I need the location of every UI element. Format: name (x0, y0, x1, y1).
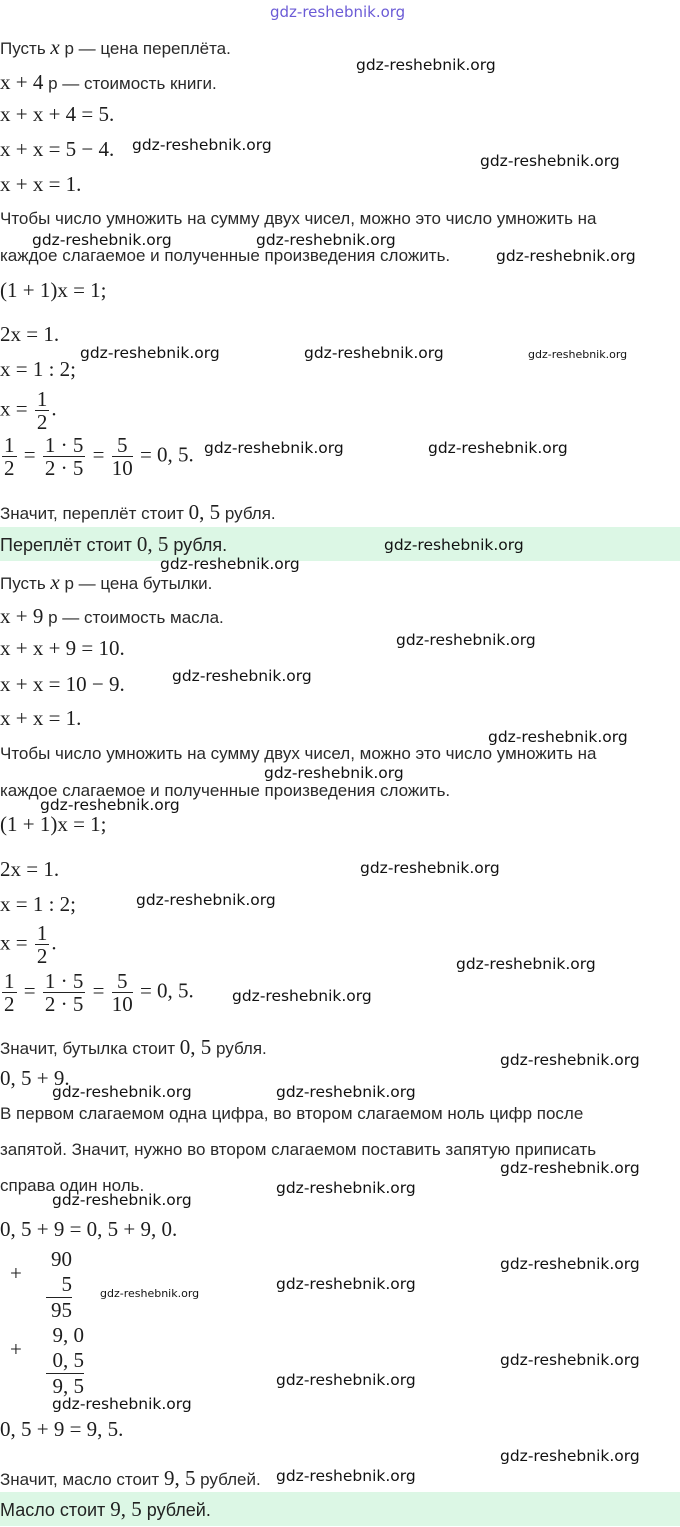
numerator: 1 · 5 (44, 433, 84, 457)
denominator: 2 · 5 (44, 456, 84, 480)
text: рубля. (220, 504, 276, 523)
text: Значит, масло стоит (0, 1470, 164, 1489)
watermark: gdz-reshebnik.org (384, 536, 524, 554)
conclusion (0, 1035, 267, 1059)
fraction (43, 970, 86, 1015)
watermark: gdz-reshebnik.org (500, 1051, 640, 1069)
sum: 95 (51, 1298, 72, 1322)
watermark: gdz-reshebnik.org (80, 344, 220, 362)
addend: 5 (46, 1272, 72, 1298)
text: р — стоимость масла. (43, 608, 224, 627)
watermark: gdz-reshebnik.org (256, 231, 396, 249)
numerator: 1 (4, 433, 15, 457)
watermark: gdz-reshebnik.org (32, 231, 172, 249)
fraction-equation (0, 970, 194, 1015)
watermark: gdz-reshebnik.org (52, 1083, 192, 1101)
sum: 9, 5 (52, 1374, 84, 1398)
fraction-equation (0, 922, 57, 967)
numerator: 1 (4, 969, 15, 993)
watermark: gdz-reshebnik.org (264, 764, 404, 782)
watermark: gdz-reshebnik.org (232, 987, 372, 1005)
math-value: 0, 5 (136, 532, 169, 556)
denominator: 2 (4, 992, 15, 1016)
watermark: gdz-reshebnik.org (456, 955, 596, 973)
watermark: gdz-reshebnik.org (136, 891, 276, 909)
addend: 90 (51, 1247, 72, 1271)
column-addition (46, 1247, 72, 1323)
watermark: gdz-reshebnik.org (204, 439, 344, 457)
denominator: 10 (111, 992, 133, 1016)
plus-sign: + (10, 1261, 22, 1285)
addend: 0, 5 (46, 1348, 84, 1374)
plus-sign: + (10, 1337, 22, 1361)
math-expr: = (23, 978, 36, 1003)
math-value: 9, 5 (163, 1466, 196, 1490)
text: Пусть (0, 574, 51, 593)
watermark: gdz-reshebnik.org (160, 555, 300, 573)
watermark: gdz-reshebnik.org (276, 1083, 416, 1101)
rule-text-line: Чтобы число умножить на сумму двух чисел, можно это число умножить на (0, 209, 597, 228)
rule-text-line: каждое слагаемое и полученные произведения сложить. (0, 781, 451, 800)
text: Значит, бутылка стоит (0, 1039, 180, 1058)
watermark: gdz-reshebnik.org (172, 667, 312, 685)
equation: x + x + 4 = 5. (0, 102, 115, 126)
math-expr: = 0, 5. (139, 442, 194, 467)
fraction (35, 922, 50, 967)
math-expr: = (92, 442, 105, 467)
math-value: 9, 5 (110, 1497, 142, 1521)
explanation-line: запятой. Значит, нужно во втором слагаемом поставить запятую приписать (0, 1140, 597, 1159)
watermark: gdz-reshebnik.org (270, 3, 406, 21)
watermark: gdz-reshebnik.org (356, 56, 496, 74)
text: р — цена переплёта. (59, 39, 231, 58)
text: Переплёт стоит (0, 535, 137, 555)
fraction-equation (0, 388, 57, 433)
watermark: gdz-reshebnik.org (132, 136, 272, 154)
watermark: gdz-reshebnik.org (276, 1179, 416, 1197)
equation: x + x = 5 − 4. (0, 137, 115, 161)
watermark: gdz-reshebnik.org (40, 796, 180, 814)
text: р — цена бутылки. (59, 574, 213, 593)
denominator: 2 (36, 944, 48, 968)
equation: x + x + 9 = 10. (0, 636, 125, 660)
rule-text-line: Чтобы число умножить на сумму двух чисел, можно это число умножить на (0, 744, 597, 763)
text: Пусть (0, 39, 51, 58)
equation: x = 1 : 2; (0, 357, 77, 381)
watermark: gdz-reshebnik.org (276, 1275, 416, 1293)
watermark: gdz-reshebnik.org (528, 348, 628, 361)
watermark: gdz-reshebnik.org (304, 344, 444, 362)
text-line (0, 604, 224, 628)
numerator: 1 · 5 (44, 969, 84, 993)
math-expr: = (92, 978, 105, 1003)
explanation-line: В первом слагаемом одна цифра, во втором слагаемом ноль цифр после (0, 1104, 584, 1123)
watermark: gdz-reshebnik.org (396, 631, 536, 649)
denominator: 10 (111, 456, 133, 480)
watermark: gdz-reshebnik.org (100, 1287, 200, 1300)
equation: 2x = 1. (0, 322, 60, 346)
equation: x + x = 1. (0, 172, 82, 196)
watermark: gdz-reshebnik.org (500, 1447, 640, 1465)
math-expr: x + 9 (0, 604, 44, 628)
math-expr: = (23, 442, 36, 467)
fraction (112, 434, 133, 479)
math-expr: x + 4 (0, 70, 44, 94)
conclusion (0, 500, 276, 524)
conclusion (0, 1466, 261, 1490)
denominator: 2 · 5 (44, 992, 84, 1016)
fraction (2, 434, 17, 479)
explanation-line: справа один ноль. (0, 1176, 145, 1195)
math-expr: . (51, 930, 57, 955)
numerator: 5 (112, 434, 133, 457)
text: Значит, переплёт стоит (0, 504, 189, 523)
watermark: gdz-reshebnik.org (276, 1371, 416, 1389)
text: рубля. (168, 535, 228, 555)
equation: 0, 5 + 9. (0, 1066, 70, 1090)
rule-text-line: каждое слагаемое и полученные произведения сложить. (0, 246, 451, 265)
equation: 2x = 1. (0, 857, 60, 881)
watermark: gdz-reshebnik.org (496, 247, 636, 265)
math-expr: x = (0, 930, 28, 955)
equation: x + x = 1. (0, 706, 82, 730)
watermark: gdz-reshebnik.org (480, 152, 620, 170)
math-expr: x = (0, 396, 28, 421)
watermark: gdz-reshebnik.org (500, 1159, 640, 1177)
text: рубля. (211, 1039, 267, 1058)
text-line (0, 570, 212, 594)
numerator: 1 (36, 921, 48, 945)
answer-box (0, 1492, 680, 1526)
denominator: 2 (4, 456, 15, 480)
answer-box (0, 527, 680, 561)
text: рублей. (195, 1470, 261, 1489)
text: рублей. (141, 1500, 211, 1520)
fraction (2, 970, 17, 1015)
fraction (35, 388, 50, 433)
watermark: gdz-reshebnik.org (52, 1191, 192, 1209)
addend: 9, 0 (52, 1323, 84, 1347)
watermark: gdz-reshebnik.org (428, 439, 568, 457)
fraction-equation (0, 434, 194, 479)
text-line (0, 35, 231, 59)
math-value: 0, 5 (179, 1035, 212, 1059)
equation: (1 + 1)x = 1; (0, 812, 107, 836)
math-expr: . (51, 396, 57, 421)
denominator: 2 (36, 410, 48, 434)
watermark: gdz-reshebnik.org (52, 1395, 192, 1413)
watermark: gdz-reshebnik.org (276, 1467, 416, 1485)
text-line (0, 70, 217, 94)
equation: x + x = 10 − 9. (0, 672, 125, 696)
text: р — стоимость книги. (43, 74, 217, 93)
column-addition (46, 1323, 84, 1399)
numerator: 1 (36, 387, 48, 411)
watermark: gdz-reshebnik.org (488, 728, 628, 746)
math-var: x (50, 570, 60, 594)
watermark: gdz-reshebnik.org (500, 1255, 640, 1273)
fraction (43, 434, 86, 479)
math-value: 0, 5 (188, 500, 221, 524)
watermark: gdz-reshebnik.org (360, 859, 500, 877)
fraction (112, 970, 133, 1015)
watermark: gdz-reshebnik.org (500, 1351, 640, 1369)
equation: (1 + 1)x = 1; (0, 278, 107, 302)
equation: 0, 5 + 9 = 0, 5 + 9, 0. (0, 1217, 178, 1241)
math-expr: = 0, 5. (139, 978, 194, 1003)
equation: x = 1 : 2; (0, 892, 77, 916)
text: Масло стоит (0, 1500, 111, 1520)
numerator: 5 (112, 970, 133, 993)
equation: 0, 5 + 9 = 9, 5. (0, 1417, 124, 1441)
math-var: x (50, 35, 60, 59)
